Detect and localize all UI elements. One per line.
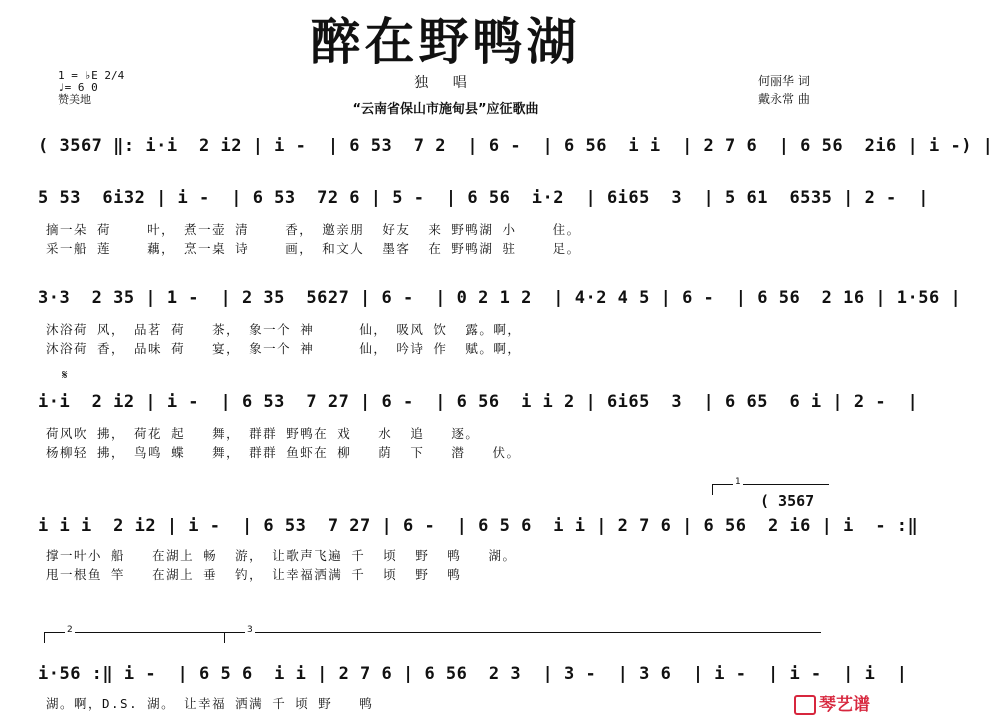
logo-text: 琴艺谱 xyxy=(819,695,870,715)
notation-line: 5 53 6i32 | i - | 6 53 72 6 | 5 - | 6 56 i·2 | 6i65 3 | 5 61 6535 | 2 - | xyxy=(38,188,929,208)
second-ending-bracket xyxy=(44,625,225,643)
lyric-verse-1: 湖。啊，D.S. 湖。 让幸福 洒满 千 顷 野 鸭 xyxy=(46,696,374,711)
lyric-verse-1: 撑一叶小 船 在湖上 畅 游， 让歌声飞遍 千 顷 野 鸭 湖。 xyxy=(46,548,517,563)
tempo-marking: ♩= 6 0 xyxy=(58,81,98,94)
logo-icon xyxy=(794,695,816,715)
credits xyxy=(758,72,810,108)
notation-line: 3·3 2 35 | 1 - | 2 35 5627 | 6 - | 0 2 1 2 | 4·2 4 5 | 6 - | 6 56 2 16 | 1·56 | xyxy=(38,288,962,308)
second-ending-number: 2 xyxy=(67,625,73,635)
composer-credit: 戴永常 曲 xyxy=(758,92,810,106)
lyric-verse-1: 荷风吹 拂， 荷花 起 舞， 群群 野鸭在 戏 水 追 逐。 xyxy=(46,426,480,441)
third-ending-bracket xyxy=(224,625,821,643)
song-title: 醉在野鸭湖 xyxy=(310,12,581,71)
segno-sign: 𝄋 xyxy=(62,368,68,383)
third-ending-number: 3 xyxy=(247,625,253,635)
lyricist-credit: 何丽华 词 xyxy=(758,74,810,88)
lyric-verse-1: 沐浴荷 风， 品茗 荷 茶， 象一个 神 仙， 吸风 饮 露。啊， xyxy=(46,322,522,337)
first-ending-number: 1 xyxy=(735,477,741,487)
notation-line: i·i 2 i2 | i - | 6 53 7 27 | 6 - | 6 56 i i 2 | 6i65 3 | 6 65 6 i | 2 - | xyxy=(38,392,919,412)
lyric-verse-1: 摘一朵 荷 叶， 煮一壶 清 香， 邀亲朋 好友 来 野鸭湖 小 住。 xyxy=(46,222,581,237)
intro-repeat-marker: ( 3567 xyxy=(760,492,815,510)
performance-type: 独 唱 xyxy=(414,75,477,91)
lyric-verse-2: 甩一根鱼 竿 在湖上 垂 钓， 让幸福洒满 千 顷 野 鸭 xyxy=(46,567,462,582)
notation-line: i i i 2 i2 | i - | 6 53 7 27 | 6 - | 6 5 6 i i | 2 7 6 | 6 56 2 i6 | i - :‖ xyxy=(38,516,919,536)
lyric-verse-2: 沐浴荷 香， 品味 荷 宴， 象一个 神 仙， 吟诗 作 赋。啊， xyxy=(46,341,522,356)
notation-line: ( 3567 ‖: i·i 2 i2 | i - | 6 53 7 2 | 6 - | 6 56 i i | 2 7 6 | 6 56 2i6 | i -) | xyxy=(38,136,993,156)
lyric-verse-2: 杨柳轻 拂， 鸟鸣 蝶 舞， 群群 鱼虾在 柳 荫 下 潜 伏。 xyxy=(46,445,521,460)
song-subtitle: “云南省保山市施甸县”应征歌曲 xyxy=(352,102,539,117)
site-logo[interactable] xyxy=(794,690,870,715)
notation-line: i·56 :‖ i - | 6 5 6 i i | 2 7 6 | 6 56 2 3 | 3 - | 3 6 | i - | i - | i | xyxy=(38,664,908,684)
key-signature: 1 = ♭E 2/4 xyxy=(58,69,125,82)
lyric-verse-2: 采一船 莲 藕， 烹一桌 诗 画， 和文人 墨客 在 野鸭湖 驻 足。 xyxy=(46,241,581,256)
style-marking: 赞美地 xyxy=(58,93,91,106)
